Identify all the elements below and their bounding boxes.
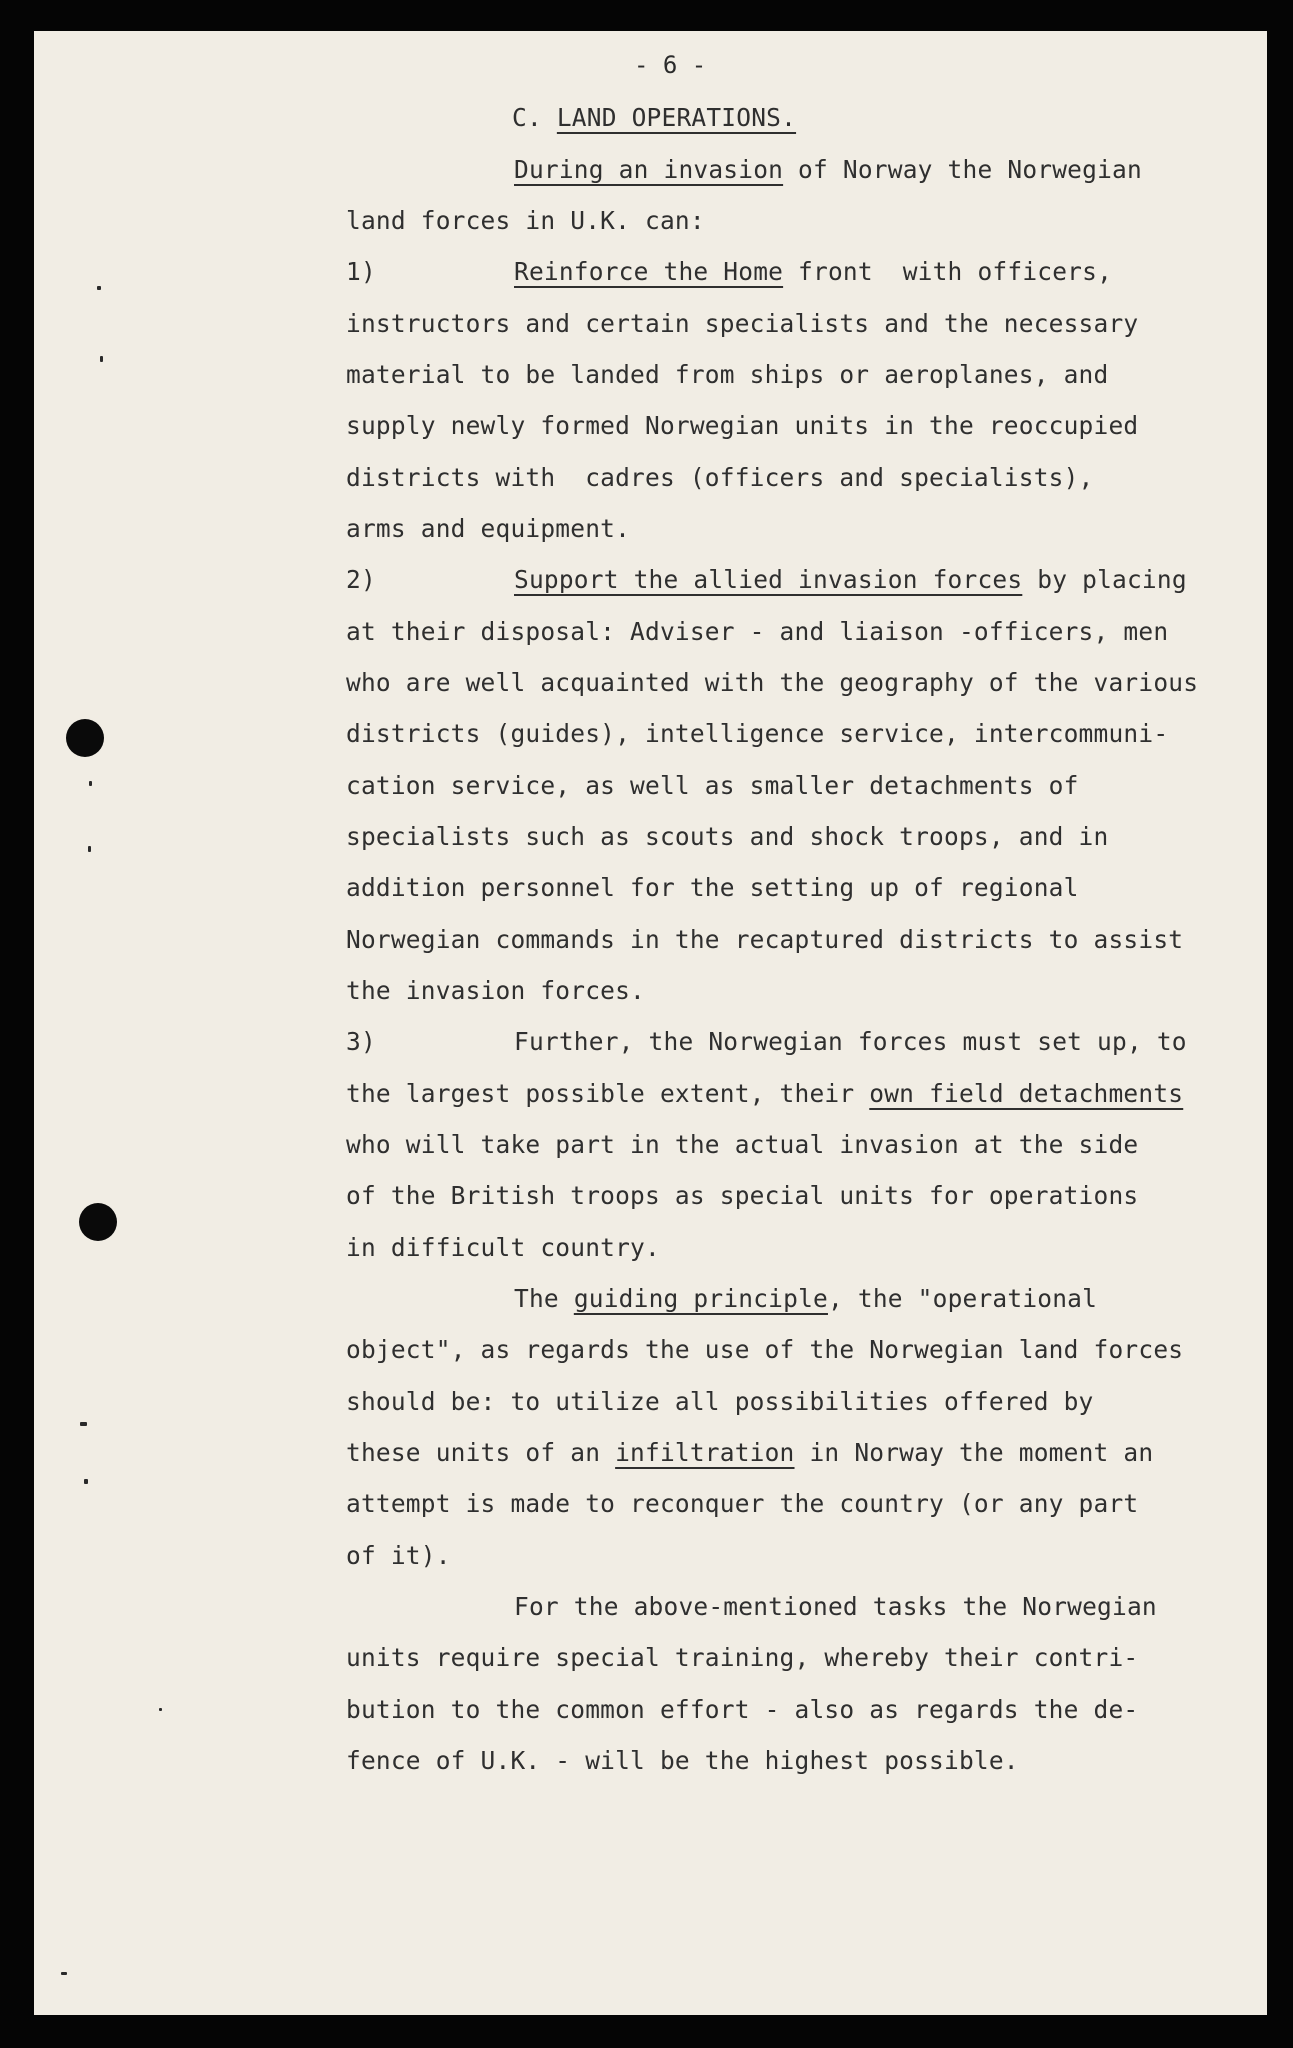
item-3-number: 3) [346, 1027, 376, 1056]
item-3-line: Further, the Norwegian forces must set up, to [514, 1027, 1187, 1056]
principle-line [346, 1438, 1153, 1467]
item-3-line: in difficult country. [346, 1233, 660, 1262]
item-2-line: Norwegian commands in the recaptured districts to assist [346, 925, 1184, 954]
intro-line: land forces in U.K. can: [346, 206, 705, 235]
principle-4-end: in Norway the moment an [794, 1438, 1154, 1467]
paper-speck [61, 1972, 67, 1975]
item-2-line: who are well acquainted with the geography of the various [346, 668, 1199, 697]
paper-speck [88, 846, 91, 852]
item-1-line [514, 257, 1112, 286]
principle-4-start: these units of an [346, 1438, 616, 1467]
item-1-rest: front with officers, [783, 257, 1113, 286]
item-2-line: at their disposal: Adviser - and liaison -officers, men [346, 617, 1169, 646]
principle-end: , the "operational [827, 1284, 1098, 1313]
item-2-rest: by placing [1022, 565, 1187, 594]
item-3-line: of the British troops as special units for operations [346, 1181, 1139, 1210]
conclusion-line: units require special training, whereby their contri- [346, 1643, 1139, 1672]
item-2-lead: Support the allied invasion forces [514, 565, 1023, 594]
paper-speck [80, 1422, 87, 1426]
heading-prefix: C. [512, 103, 557, 132]
item-3-start: the largest possible extent, their [346, 1079, 870, 1108]
paper-speck [97, 286, 101, 290]
principle-line [514, 1284, 1097, 1313]
paper-speck [84, 1479, 88, 1484]
punch-hole-top [66, 719, 104, 757]
conclusion-line: For the above-mentioned tasks the Norwegian [514, 1592, 1157, 1621]
item-3-underlined: own field detachments [869, 1079, 1184, 1108]
item-2-line: addition personnel for the setting up of regional [346, 873, 1079, 902]
punch-hole-bottom [79, 1203, 117, 1241]
intro-line [514, 155, 1142, 184]
item-2-line [514, 565, 1187, 594]
paper-speck [89, 781, 92, 786]
heading-title: LAND OPERATIONS. [556, 103, 797, 132]
principle-line: attempt is made to reconquer the country (or any part [346, 1489, 1139, 1518]
item-3-line [346, 1079, 1183, 1108]
page-number: - 6 - [634, 51, 707, 79]
item-2-line: districts (guides), intelligence service, intercommuni- [346, 719, 1169, 748]
principle-line: object", as regards the use of the Norwegian land forces [346, 1335, 1184, 1364]
principle-line: should be: to utilize all possibilities offered by [346, 1387, 1094, 1416]
principle-line: of it). [346, 1541, 451, 1570]
intro-lead: During an invasion [514, 155, 784, 184]
item-1-line: material to be landed from ships or aeroplanes, and [346, 360, 1109, 389]
document-page [34, 31, 1267, 2015]
principle-underlined: guiding principle [573, 1284, 828, 1313]
item-3-line: who will take part in the actual invasion at the side [346, 1130, 1139, 1159]
item-1-line: districts with cadres (officers and specialists), [346, 463, 1094, 492]
item-1-line: instructors and certain specialists and the necessary [346, 309, 1139, 338]
item-1-lead: Reinforce the Home [514, 257, 784, 286]
conclusion-line: bution to the common effort - also as regards the de- [346, 1695, 1139, 1724]
paper-speck [159, 1708, 162, 1711]
conclusion-line: fence of U.K. - will be the highest possible. [346, 1746, 1019, 1775]
section-heading [512, 103, 796, 132]
item-2-number: 2) [346, 565, 376, 594]
item-2-line: the invasion forces. [346, 976, 646, 1005]
paper-speck [100, 356, 103, 362]
item-1-line: arms and equipment. [346, 514, 631, 543]
item-2-line: specialists such as scouts and shock troops, and in [346, 822, 1109, 851]
principle-4-underlined: infiltration [615, 1438, 795, 1467]
principle-start: The [514, 1284, 574, 1313]
item-1-line: supply newly formed Norwegian units in the reoccupied [346, 411, 1139, 440]
intro-rest: of Norway the Norwegian [783, 155, 1142, 184]
item-1-number: 1) [346, 257, 376, 286]
item-2-line: cation service, as well as smaller detachments of [346, 771, 1079, 800]
